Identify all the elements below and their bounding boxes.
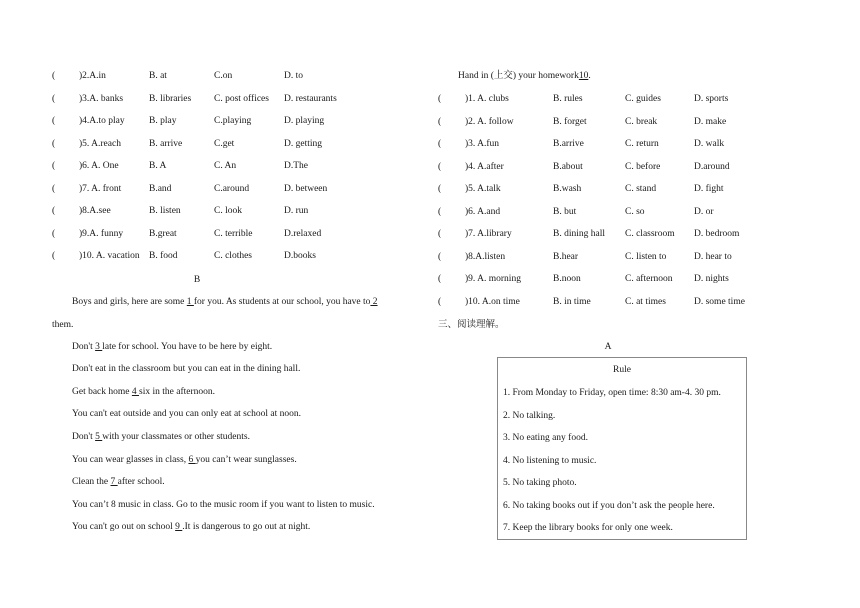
option-c: C.around (214, 183, 250, 194)
option-c: C. look (214, 206, 242, 216)
option-b: B. dining hall (553, 229, 605, 239)
option-d: D.around (694, 161, 730, 172)
option-n: )8.A.listen (465, 251, 506, 262)
option-d: D. bedroom (694, 229, 740, 239)
passage-line-7: You can wear glasses in class, 6 you can’t wear sunglasses. (72, 455, 297, 465)
option-b: B.and (149, 183, 172, 194)
option-d: D. make (694, 116, 727, 127)
option-c: C. afternoon (625, 274, 673, 284)
option-p: ( (438, 274, 442, 284)
option-p: ( (52, 93, 56, 104)
option-n: )4.A.to play (79, 116, 125, 126)
option-c: C. at times (625, 296, 666, 307)
option-b: B.arrive (553, 139, 584, 149)
option-n: )3. A.fun (465, 139, 500, 149)
option-d: D. or (694, 206, 714, 217)
blank-4: 4 (131, 387, 140, 397)
option-p: ( (52, 183, 56, 194)
option-b: B.about (553, 161, 583, 172)
option-c: C. An (214, 161, 237, 171)
section-reading-title: 三、阅读理解。 (438, 320, 505, 330)
option-d: D.The (284, 161, 309, 171)
option-n: )7. A. front (79, 183, 122, 194)
option-c: C. listen to (625, 251, 667, 262)
option-b: B. arrive (149, 138, 183, 149)
hand-in-line: Hand in (上交) your homework10. (458, 71, 591, 81)
option-p: ( (52, 116, 56, 126)
rule-box (497, 357, 747, 540)
option-p: ( (438, 161, 442, 172)
passage-line-4: Get back home 4 six in the afternoon. (72, 387, 215, 397)
option-n: )5. A.talk (465, 184, 501, 194)
option-n: )3.A. banks (79, 93, 124, 104)
option-d: D. playing (284, 116, 325, 126)
option-d: D.books (284, 251, 316, 261)
option-n: )6. A. One (79, 161, 119, 171)
option-p: ( (438, 184, 442, 194)
option-c: C. classroom (625, 229, 675, 239)
blank-10: 10 (578, 71, 589, 81)
option-b: B.wash (553, 184, 582, 194)
option-n: )7. A.library (465, 229, 512, 239)
option-p: ( (438, 116, 442, 127)
option-n: )1. A. clubs (465, 94, 509, 104)
option-p: ( (438, 94, 442, 104)
option-c: C. terrible (214, 228, 253, 239)
passage-line-2: Don't 3 late for school. You have to be here by eight. (72, 342, 273, 352)
option-d: D. restaurants (284, 93, 337, 104)
section-b-heading: B (193, 275, 201, 285)
option-c: C. stand (625, 184, 657, 194)
passage-line-10: You can't go out on school 9 .It is dangerous to go out at night. (72, 522, 311, 532)
option-c: C. post offices (214, 93, 269, 104)
option-n: )10. A. vacation (79, 251, 140, 261)
option-d: D. hear to (694, 251, 732, 262)
option-b: B. at (149, 71, 167, 81)
option-d: D. fight (694, 184, 724, 194)
option-b: B. rules (553, 94, 583, 104)
blank-6: 6 (188, 455, 196, 465)
option-p: ( (438, 139, 442, 149)
blank-7: 7 (110, 477, 118, 487)
rule-item: 6. No taking books out if you don’t ask the people here. (503, 500, 715, 511)
blank-3: 3 (95, 342, 103, 352)
rule-item: 3. No eating any food. (503, 433, 588, 443)
rule-item: 2. No talking. (503, 410, 556, 421)
option-c: C.playing (214, 116, 252, 126)
option-c: C. clothes (214, 251, 252, 261)
blank-1: 1 (186, 297, 194, 307)
option-b: B. forget (553, 116, 587, 127)
passage-line-8: Clean the 7 after school. (72, 477, 165, 487)
option-d: D. to (284, 71, 303, 81)
passage-line-9: You can’t 8 music in class. Go to the music room if you want to listen to music. (72, 500, 375, 510)
rule-item: 5. No taking photo. (503, 478, 577, 488)
passage-line-6: Don't 5 with your classmates or other students. (72, 432, 250, 442)
option-c: C. return (625, 139, 659, 149)
passage-line-1c: them. (52, 320, 74, 330)
option-p: ( (52, 138, 56, 149)
blank-2: 2 (370, 297, 378, 307)
option-c: C.get (214, 138, 235, 149)
blank-5: 5 (95, 432, 103, 442)
option-d: D. run (284, 206, 309, 216)
option-p: ( (438, 206, 442, 217)
option-c: C. break (625, 116, 658, 127)
option-p: ( (52, 206, 56, 216)
option-n: )10. A.on time (465, 296, 520, 307)
option-b: B. play (149, 116, 177, 126)
option-d: D. between (284, 183, 328, 194)
option-d: D. getting (284, 138, 322, 149)
option-c: C. before (625, 161, 661, 172)
option-b: B.hear (553, 251, 579, 262)
rule-item: 7. Keep the library books for only one week. (503, 523, 673, 533)
option-d: D. nights (694, 274, 729, 284)
option-b: B. in time (553, 296, 591, 307)
option-n: )4. A.after (465, 161, 504, 172)
option-n: )2.A.in (79, 71, 106, 81)
option-n: )9.A. funny (79, 228, 124, 239)
rule-item: 1. From Monday to Friday, open time: 8:30 am-4. 30 pm. (503, 388, 721, 398)
option-b: B.great (149, 228, 177, 239)
option-p: ( (438, 229, 442, 239)
option-b: B. but (553, 206, 577, 217)
option-c: C. so (625, 206, 645, 217)
option-p: ( (52, 71, 56, 81)
option-b: B. A (149, 161, 167, 171)
option-d: D.relaxed (284, 228, 322, 239)
option-n: )9. A. morning (465, 274, 521, 284)
option-n: )6. A.and (465, 206, 501, 217)
option-p: ( (52, 228, 56, 239)
option-p: ( (52, 251, 56, 261)
option-d: D. some time (694, 296, 745, 307)
option-c: C.on (214, 71, 233, 81)
option-n: )2. A. follow (465, 116, 514, 127)
blank-9: 9 (175, 522, 183, 532)
option-b: B.noon (553, 274, 581, 284)
option-p: ( (52, 161, 56, 171)
option-d: D. sports (694, 94, 729, 104)
passage-line-3: Don't eat in the classroom but you can eat in the dining hall. (72, 364, 301, 374)
option-c: C. guides (625, 94, 661, 104)
option-n: )5. A.reach (79, 138, 121, 149)
option-b: B. listen (149, 206, 181, 216)
option-p: ( (438, 296, 442, 307)
passage-line-5: You can't eat outside and you can only eat at school at noon. (72, 409, 301, 419)
option-p: ( (438, 251, 442, 262)
rule-item: 4. No listening to music. (503, 455, 597, 466)
rule-title: Rule (613, 365, 631, 375)
option-d: D. walk (694, 139, 725, 149)
option-b: B. libraries (149, 93, 192, 104)
section-a-heading: A (604, 342, 612, 352)
option-b: B. food (149, 251, 178, 261)
option-n: )8.A.see (79, 206, 111, 216)
passage-line-1: Boys and girls, here are some 1 for you. As students at our school, you have to 2 (72, 297, 378, 307)
